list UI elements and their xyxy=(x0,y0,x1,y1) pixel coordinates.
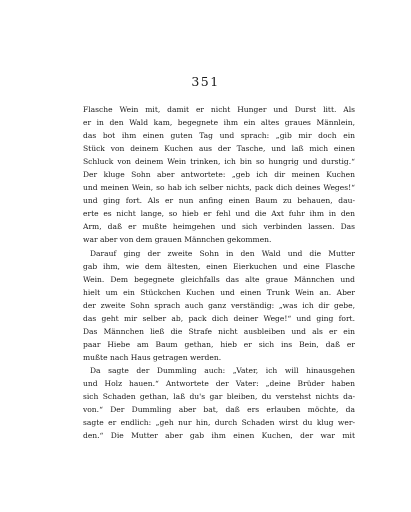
text-line: Arm, daß er mußte heimgehen und sich verbinden lassen. Das xyxy=(83,222,355,232)
text-line: er in den Wald kam, begegnete ihm ein altes graues Männlein, xyxy=(83,118,355,128)
page-number: 351 xyxy=(191,74,220,89)
text-line: Das Männchen ließ die Strafe nicht ausbleiben und als er ein xyxy=(83,326,355,336)
text-line: paar Hiebe am Baum gethan, hieb er sich ins Bein, daß er xyxy=(83,339,355,349)
text-line: von.“ Der Dummling aber bat, daß ers erlauben möchte, da xyxy=(83,405,355,415)
body-text xyxy=(83,103,355,442)
text-line: hielt um ein Stückchen Kuchen und einen Trunk Wein an. Aber xyxy=(83,287,355,297)
text-line: mußte nach Haus getragen werden. xyxy=(83,352,222,362)
text-line: gab ihm, wie dem ältesten, einen Eierkuchen und eine Flasche xyxy=(83,261,355,271)
text-line: sagte er endlich: „geh nur hin, durch Schaden wirst du klug wer- xyxy=(83,418,355,428)
text-line: Schluck von deinem Wein trinken, ich bin so hungrig und durstig.“ xyxy=(83,157,355,167)
text-line: war aber von dem grauen Männchen gekommen. xyxy=(83,235,272,245)
text-line: und Holz hauen.“ Antwortete der Vater: „deine Brüder haben xyxy=(83,378,355,388)
text-line: Stück von deinem Kuchen aus der Tasche, und laß mich einen xyxy=(83,144,355,154)
text-line: Darauf ging der zweite Sohn in den Wald und die Mutter xyxy=(90,248,355,258)
text-line: das geht mir selber ab, pack dich deiner Wege!“ und ging fort. xyxy=(83,313,355,323)
text-line: und ging fort. Als er nun anfing einen Baum zu behauen, dau- xyxy=(83,196,355,206)
text-line: Wein. Dem begegnete gleichfalls das alte graue Männchen und xyxy=(83,274,355,284)
text-line: Da sagte der Dummling auch: „Vater, ich will hinausgehen xyxy=(90,365,355,375)
text-line: den.“ Die Mutter aber gab ihm einen Kuchen, der war mit xyxy=(83,431,355,441)
text-line: der zweite Sohn sprach auch ganz verständig: „was ich dir gebe, xyxy=(83,300,355,310)
text-line: Der kluge Sohn aber antwortete: „geb ich dir meinen Kuchen xyxy=(83,170,355,180)
text-line: erte es nicht lange, so hieb er fehl und die Axt fuhr ihm in den xyxy=(83,209,355,219)
text-line: und meinen Wein, so hab ich selber nichts, pack dich deines Weges!“ xyxy=(83,183,355,193)
text-line: Flasche Wein mit, damit er nicht Hunger und Durst litt. Als xyxy=(83,105,355,114)
text-line: das bot ihm einen guten Tag und sprach: „gib mir doch ein xyxy=(83,131,355,141)
text-line: sich Schaden gethan, laß du's gar bleiben, du verstehst nichts da- xyxy=(83,392,355,402)
